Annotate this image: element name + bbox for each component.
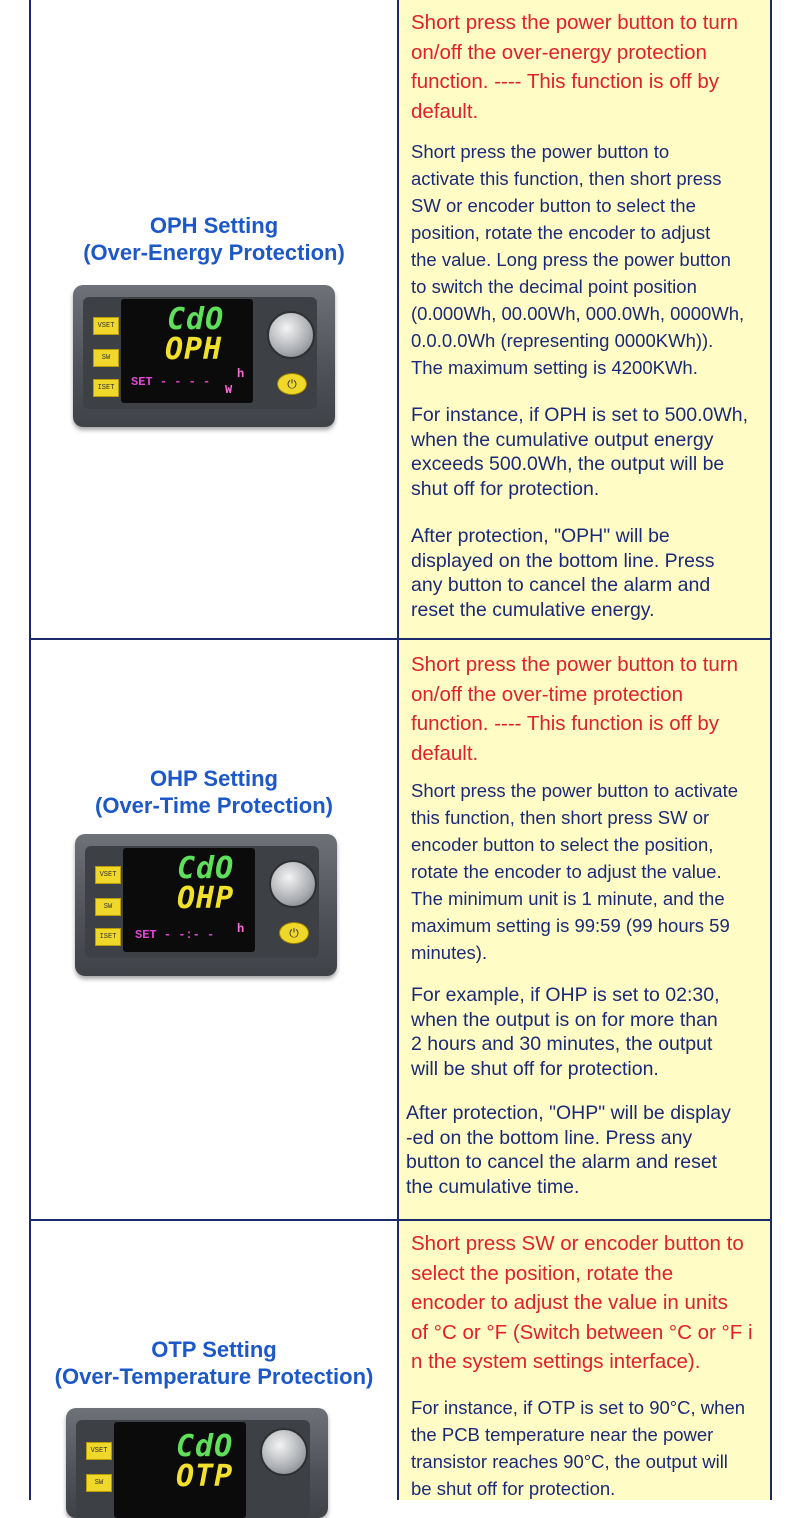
text-line: For example, if OHP is set to 02:30, xyxy=(411,984,720,1006)
text-line: rotate the encoder to adjust the value. xyxy=(411,861,722,882)
text-line: -ed on the bottom line. Press any xyxy=(406,1126,693,1149)
set-value: - -:- - xyxy=(163,928,215,942)
text-line: The minimum unit is 1 minute, and the xyxy=(411,888,725,909)
ohp-paragraph-2 xyxy=(411,983,773,1081)
power-button-icon: ⏻ xyxy=(277,373,307,395)
ohp-paragraph-3 xyxy=(406,1101,768,1199)
device-image-oph xyxy=(73,285,335,427)
device-screen xyxy=(114,1422,246,1518)
text-line: to switch the decimal point position xyxy=(411,276,697,297)
section-title: OHP Setting xyxy=(150,766,278,791)
screen-line2: OHP xyxy=(177,881,235,916)
screen-line2: OTP xyxy=(176,1459,234,1494)
text-line: Short press the power button to activate xyxy=(411,780,739,801)
encoder-knob-icon xyxy=(260,1428,308,1476)
text-line: function. ---- This function is off by xyxy=(411,712,720,735)
text-line: n the system settings interface). xyxy=(411,1350,701,1373)
text-line: exceeds 500.0Wh, the output will be xyxy=(411,453,725,475)
text-line: on/off the over-energy protection xyxy=(411,40,707,64)
text-line: Short press SW or encoder button to xyxy=(411,1232,744,1255)
oph-paragraph-3 xyxy=(411,524,773,622)
vset-button: VSET xyxy=(93,317,119,335)
text-line: For instance, if OTP is set to 90°C, when xyxy=(411,1397,746,1418)
oph-paragraph-2 xyxy=(411,403,773,501)
screen-set-line xyxy=(135,928,214,942)
row-divider xyxy=(29,1219,772,1221)
otp-title xyxy=(31,1336,397,1390)
text-line: Short press the power button to turn xyxy=(411,11,739,34)
text-line: activate this function, then short press xyxy=(411,168,722,189)
section-title: OPH Setting xyxy=(149,213,279,238)
screen-line1: CdO xyxy=(176,1429,234,1464)
text-line: the PCB temperature near the power xyxy=(411,1424,714,1445)
otp-paragraph-1 xyxy=(411,1394,773,1502)
row-divider xyxy=(29,638,772,640)
sw-button: SW xyxy=(93,349,119,367)
set-value: - - - - xyxy=(159,375,211,389)
text-line: of °C or °F (Switch between °C or °F i xyxy=(411,1320,753,1344)
section-subtitle: (Over-Temperature Protection) xyxy=(54,1364,374,1389)
screen-set-line xyxy=(131,375,210,389)
section-subtitle: (Over-Time Protection) xyxy=(95,793,333,818)
text-line: the cumulative time. xyxy=(406,1175,580,1198)
unit-h: h xyxy=(237,367,245,381)
sw-button: SW xyxy=(95,898,121,916)
set-label: SET xyxy=(135,928,157,942)
text-line: After protection, "OPH" will be xyxy=(411,525,670,547)
unit-w: W xyxy=(225,383,233,397)
text-line: maximum setting is 99:59 (99 hours 59 xyxy=(411,915,730,936)
text-line: be shut off for protection. xyxy=(411,1478,616,1499)
text-line: transistor reaches 90°C, the output will xyxy=(411,1451,728,1472)
iset-button: ISET xyxy=(93,379,119,397)
text-line: this function, then short press SW or xyxy=(411,807,710,828)
text-line: select the position, rotate the xyxy=(411,1261,674,1285)
sw-button: SW xyxy=(86,1474,112,1492)
screen-line1: CdO xyxy=(167,302,225,337)
ohp-paragraph-1 xyxy=(411,777,773,966)
text-line: For instance, if OPH is set to 500.0Wh, xyxy=(411,404,749,426)
encoder-knob-icon xyxy=(269,860,317,908)
text-line: will be shut off for protection. xyxy=(411,1057,659,1080)
device-screen xyxy=(121,299,253,403)
oph-title xyxy=(31,212,397,266)
text-line: any button to cancel the alarm and xyxy=(411,574,711,596)
section-title: OTP Setting xyxy=(151,1337,277,1362)
text-line: when the cumulative output energy xyxy=(411,428,714,451)
device-image-otp xyxy=(66,1408,328,1518)
encoder-knob-icon xyxy=(267,311,315,359)
text-line: (0.000Wh, 00.00Wh, 000.0Wh, 0000Wh, xyxy=(411,303,745,324)
oph-paragraph-1 xyxy=(411,138,773,381)
text-line: encoder button to select the position, xyxy=(411,834,714,855)
set-label: SET xyxy=(131,375,153,389)
text-line: reset the cumulative energy. xyxy=(411,598,655,621)
text-line: when the output is on for more than xyxy=(411,1008,718,1031)
text-line: position, rotate the encoder to adjust xyxy=(411,222,711,243)
ohp-title xyxy=(31,765,397,819)
text-line: 0.0.0.0Wh (representing 0000KWh)). xyxy=(411,330,714,351)
device-screen xyxy=(123,848,255,952)
iset-button: ISET xyxy=(95,928,121,946)
screen-line2: OPH xyxy=(165,332,223,367)
unit-h: h xyxy=(237,922,245,936)
text-line: on/off the over-time protection xyxy=(411,682,683,706)
text-line: encoder to adjust the value in units xyxy=(411,1291,728,1314)
text-line: displayed on the bottom line. Press xyxy=(411,549,715,572)
screen-line1: CdO xyxy=(177,851,235,886)
text-line: the value. Long press the power button xyxy=(411,249,731,270)
text-line: Short press the power button to turn xyxy=(411,653,739,676)
otp-red-note xyxy=(411,1229,771,1377)
ohp-red-note xyxy=(411,650,771,768)
text-line: default. xyxy=(411,99,479,123)
vset-button: VSET xyxy=(95,866,121,884)
text-line: 2 hours and 30 minutes, the output xyxy=(411,1033,713,1055)
text-line: The maximum setting is 4200KWh. xyxy=(411,357,698,378)
text-line: minutes). xyxy=(411,942,488,963)
text-line: SW or encoder button to select the xyxy=(411,195,696,216)
text-line: button to cancel the alarm and reset xyxy=(406,1151,718,1173)
device-image-ohp xyxy=(75,834,337,976)
vset-button: VSET xyxy=(86,1442,112,1460)
text-line: After protection, "OHP" will be display xyxy=(406,1102,731,1124)
power-button-icon: ⏻ xyxy=(279,922,309,944)
text-line: default. xyxy=(411,741,479,765)
text-line: Short press the power button to xyxy=(411,141,670,162)
text-line: function. ---- This function is off by xyxy=(411,70,720,93)
column-divider xyxy=(397,0,399,1500)
text-line: shut off for protection. xyxy=(411,477,600,500)
section-subtitle: (Over-Energy Protection) xyxy=(83,240,345,265)
oph-red-note xyxy=(411,8,771,126)
